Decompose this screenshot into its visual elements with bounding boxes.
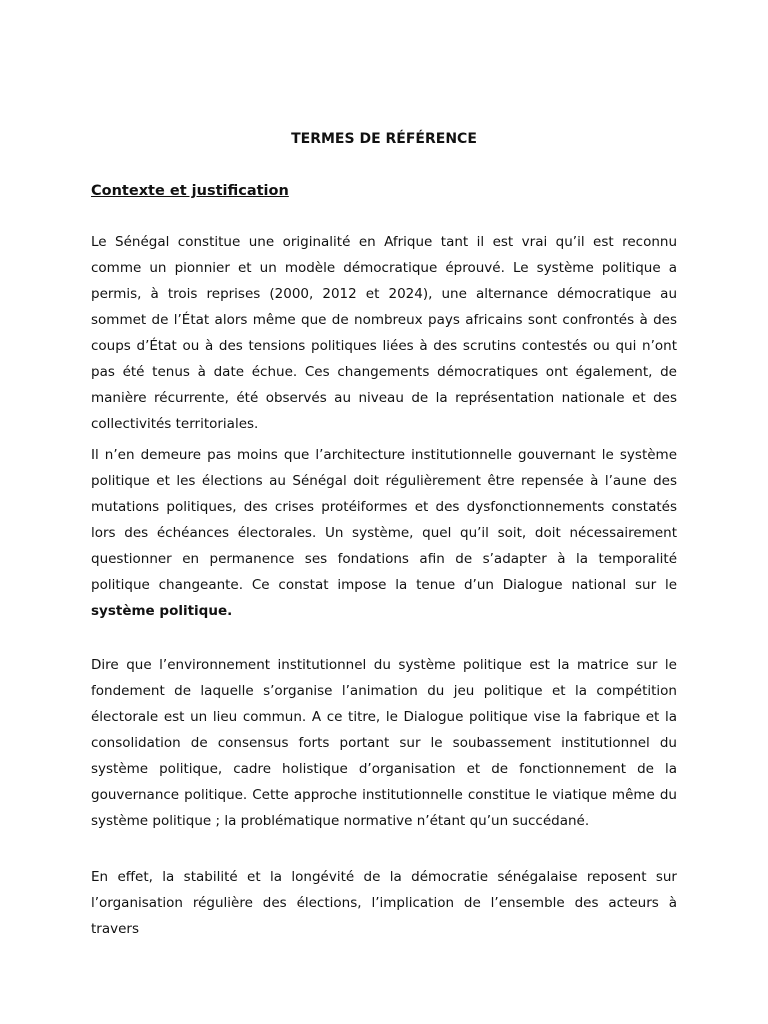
paragraph-2-bold-text: système politique.: [91, 603, 233, 619]
paragraph-3: [91, 652, 677, 834]
paragraph-2-text: Il n’en demeure pas moins que l’architecture institutionnelle gouvernant le système politique et les élections au Sénégal doit régulièrement être repensée à l’aune des mutations politiques, des crises protéiformes et des dysfonctionnements constatés lors des échéances électorales. Un système, quel qu’il soit, doit nécessairement questionner en permanence ses fondations afin de s’adapter à la temporalité politique changeante. Ce constat impose la tenue d’un Dialogue national sur le: [91, 447, 677, 593]
paragraph-3-text: Dire que l’environnement institutionnel du système politique est la matrice sur le fondement de laquelle s’organise l’animation du jeu politique et la compétition électorale est un lieu commun. A ce titre, le Dialogue politique vise la fabrique et la consolidation de consensus forts portant sur le soubassement institutionnel du système politique, cadre holistique d’organisation et de fonctionnement de la gouvernance politique. Cette approche institutionnelle constitue le viatique même du système politique ; la problématique normative n’étant qu’un succédané.: [91, 657, 677, 829]
paragraph-4: [91, 864, 677, 942]
paragraph-4-text: En effet, la stabilité et la longévité de la démocratie sénégalaise reposent sur l’organisation régulière des élections, l’implication de l’ensemble des acteurs à travers: [91, 869, 677, 937]
paragraph-1: [91, 229, 677, 437]
paragraph-1-text: Le Sénégal constitue une originalité en Afrique tant il est vrai qu’il est reconnu comme un pionnier et un modèle démocratique éprouvé. Le système politique a permis, à trois reprises (2000, 2012 et 2024), une alternance démocratique au sommet de l’État alors même que de nombreux pays africains sont confrontés à des coups d’État ou à des tensions politiques liées à des scrutins contestés ou qui n’ont pas été tenus à date échue. Ces changements démocratiques ont également, de manière récurrente, été observés au niveau de la représentation nationale et des collectivités territoriales.: [91, 234, 677, 432]
paragraph-2: [91, 442, 677, 624]
document-title: TERMES DE RÉFÉRENCE: [291, 131, 477, 147]
section-heading: Contexte et justification: [91, 183, 289, 199]
